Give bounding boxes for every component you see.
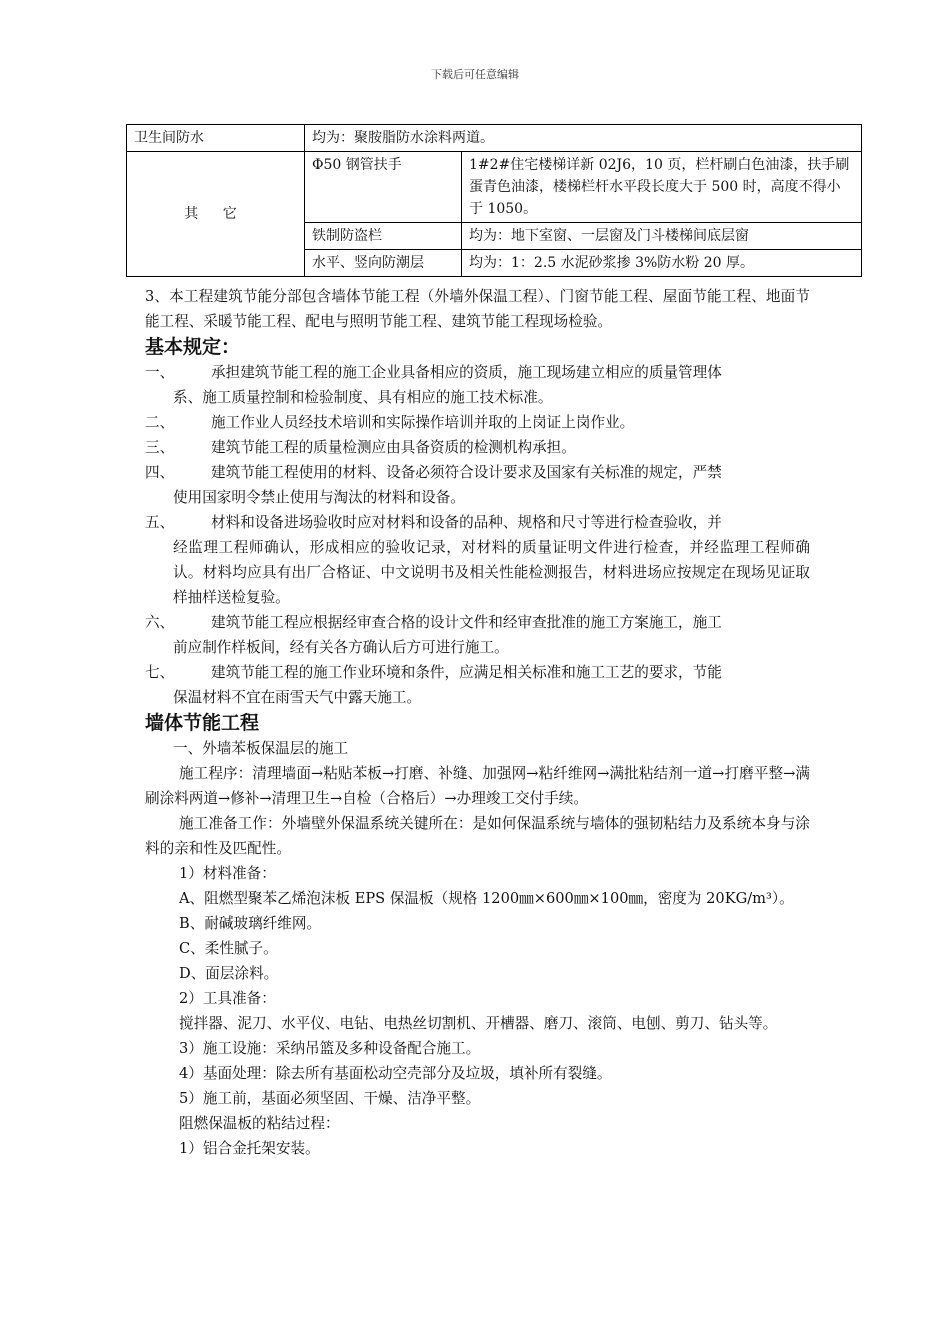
list-number: 六、: [145, 614, 175, 631]
list-text: 建筑节能工程的质量检测应由具备资质的检测机构承担。: [211, 439, 576, 456]
list-text: 承担建筑节能工程的施工企业具备相应的资质，施工现场建立相应的质量管理体: [211, 364, 722, 381]
paragraph: 施工准备工作：外墙壁外保温系统关键所在：是如何保温系统与墙体的强韧粘结力及系统本身与涂料的亲和性及匹配性。: [145, 815, 810, 857]
table-cell: 水平、竖向防潮层: [305, 250, 462, 277]
table-cell: 铁制防盗栏: [305, 223, 462, 250]
paragraph: 2）工具准备：: [179, 990, 276, 1007]
paragraph: 阻燃保温板的粘结过程：: [179, 1115, 340, 1132]
list-number: 一、: [145, 364, 175, 381]
table-cell-other: 其 它: [127, 152, 305, 277]
section-heading: 基本规定：: [145, 336, 241, 358]
list-number: 二、: [145, 414, 175, 431]
list-item: [145, 610, 810, 635]
subsection-title: 一、外墙苯板保温层的施工: [173, 740, 349, 757]
paragraph: 1）材料准备：: [179, 865, 276, 882]
paragraph: 5）施工前，基面必须坚固、干燥、洁净平整。: [179, 1090, 481, 1107]
list-text-continued: 前应制作样板间，经有关各方确认后方可进行施工。: [173, 639, 509, 656]
list-number: 七、: [145, 664, 175, 681]
list-text-continued: 经监理工程师确认，形成相应的验收记录，对材料的质量证明文件进行检查，并经监理工程师确认。材料均应具有出厂合格证、中文说明书及相关性能检测报告，材料进场应按规定在现场见证取样抽样送检复验。: [173, 539, 810, 606]
list-item: [145, 435, 810, 460]
list-text-continued: 使用国家明令禁止使用与淘汰的材料和设备。: [173, 489, 465, 506]
list-text: 建筑节能工程使用的材料、设备必须符合设计要求及国家有关标准的规定，严禁: [211, 464, 722, 481]
table-cell: 均为：地下室窗、一层窗及门斗楼梯间底层窗: [462, 223, 862, 250]
list-text: 施工作业人员经技术培训和实际操作培训并取的上岗证上岗作业。: [211, 414, 635, 431]
paragraph: 3）施工设施：采纳吊篮及多种设备配合施工。: [179, 1040, 481, 1057]
table-cell: Φ50 钢管扶手: [305, 152, 462, 223]
document-body: [145, 284, 810, 1161]
list-text: 材料和设备进场验收时应对材料和设备的品种、规格和尺寸等进行检查验收，并: [211, 514, 722, 531]
paragraph: 3、本工程建筑节能分部包含墙体节能工程（外墙外保温工程）、门窗节能工程、屋面节能工程、地面节能工程、采暖节能工程、配电与照明节能工程、建筑节能工程现场检验。: [145, 288, 810, 330]
paragraph: D、面层涂料。: [179, 965, 279, 982]
list-item: [145, 360, 810, 385]
list-text-continued: 保温材料不宜在雨雪天气中露天施工。: [173, 689, 422, 706]
paragraph: 施工程序：清理墙面→粘贴苯板→打磨、补缝、加强网→粘纤维网→满批粘结剂一道→打磨平整→满刷涂料两道→修补→清理卫生→自检（合格后）→办理竣工交付手续。: [145, 765, 810, 807]
paragraph: 4）基面处理：除去所有基面松动空壳部分及垃圾，填补所有裂缝。: [179, 1065, 612, 1082]
section-heading: 墙体节能工程: [145, 712, 260, 734]
paragraph: C、柔性腻子。: [179, 940, 278, 957]
spec-table: [126, 124, 862, 277]
list-item: [145, 460, 810, 485]
paragraph: B、耐碱玻璃纤维网。: [179, 915, 322, 932]
paragraph: 1）铝合金托架安装。: [179, 1140, 320, 1157]
list-item: [145, 510, 810, 535]
list-item: [145, 410, 810, 435]
table-cell: 1#2#住宅楼梯详新 02J6，10 页，栏杆刷白色油漆，扶手刷蛋青色油漆，楼梯栏杆水平段长度大于 500 时，高度不得小于 1050。: [462, 152, 862, 223]
table-cell: 均为：聚胺脂防水涂料两道。: [305, 125, 862, 152]
list-number: 三、: [145, 439, 175, 456]
list-text: 建筑节能工程应根据经审查合格的设计文件和经审查批准的施工方案施工，施工: [211, 614, 722, 631]
list-item: [145, 660, 810, 685]
list-text-continued: 系、施工质量控制和检验制度、具有相应的施工技术标准。: [173, 389, 553, 406]
paragraph: A、阻燃型聚苯乙烯泡沫板 EPS 保温板（规格 1200㎜×600㎜×100㎜，密度为 20KG/m³）。: [179, 890, 794, 907]
list-number: 五、: [145, 514, 175, 531]
list-number: 四、: [145, 464, 175, 481]
table-row: [127, 125, 862, 152]
paragraph: 搅拌器、泥刀、水平仪、电钻、电热丝切割机、开槽器、磨刀、滚筒、电刨、剪刀、钻头等。: [179, 1015, 778, 1032]
table-row: [127, 152, 862, 223]
table-cell: 均为：1：2.5 水泥砂浆掺 3%防水粉 20 厚。: [462, 250, 862, 277]
table-cell: 卫生间防水: [127, 125, 305, 152]
list-text: 建筑节能工程的施工作业环境和条件，应满足相关标准和施工工艺的要求，节能: [211, 664, 722, 681]
page-header: 下载后可任意编辑: [431, 68, 519, 81]
